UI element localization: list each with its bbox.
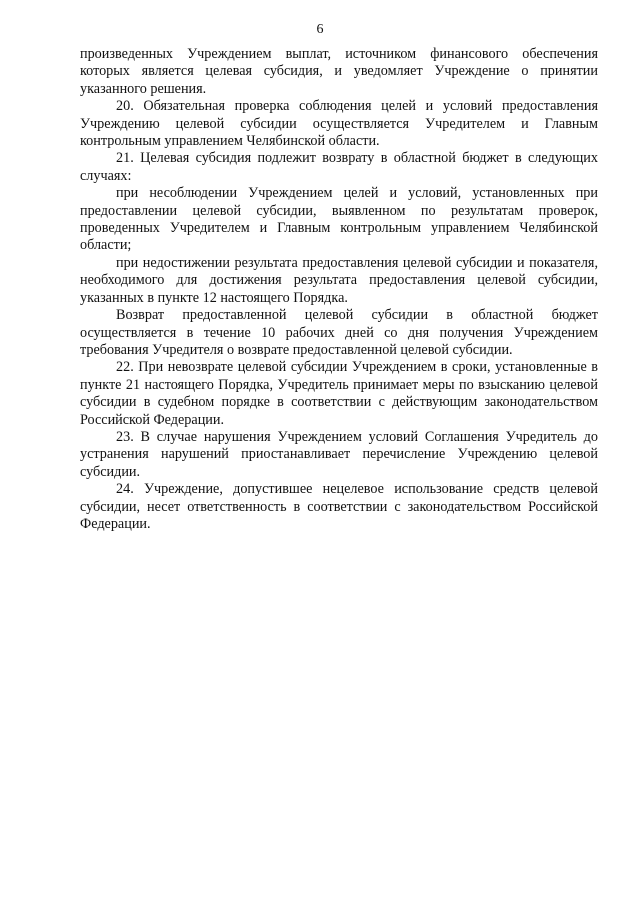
paragraph-item-24: 24. Учреждение, допустившее нецелевое использование средств целевой субсидии, несет ответственность в соответствии с законодательством Российской Федерации. bbox=[80, 481, 598, 532]
paragraph-case-2: при недостижении результата предоставления целевой субсидии и показателя, необходимого для достижения результата предоставления целевой субсидии, указанных в пункте 12 настоящего Порядка. bbox=[80, 254, 598, 306]
paragraph-case-1: при несоблюдении Учреждением целей и условий, установленных при предоставлении целевой субсидии, выявленном по результатам проверок, проведенных Учредителем и Главным контрольным управлением Челябинской области; bbox=[80, 185, 598, 254]
paragraph-continuation: произведенных Учреждением выплат, источником финансового обеспечения которых является целевая субсидия, и уведомляет Учреждение о принятии указанного решения. bbox=[80, 46, 598, 97]
paragraph-item-23: 23. В случае нарушения Учреждением условий Соглашения Учредитель до устранения нарушений приостанавливает перечисление Учреждению целевой субсидии. bbox=[80, 428, 598, 480]
document-body bbox=[80, 46, 598, 533]
paragraph-item-21: 21. Целевая субсидия подлежит возврату в областной бюджет в следующих случаях: bbox=[80, 150, 598, 184]
paragraph-item-20: 20. Обязательная проверка соблюдения целей и условий предоставления Учреждению целевой субсидии осуществляется Учредителем и Главным контрольным управлением Челябинской области. bbox=[80, 98, 598, 150]
paragraph-item-22: 22. При невозврате целевой субсидии Учреждением в сроки, установленные в пункте 21 настоящего Порядка, Учредитель принимает меры по взысканию целевой субсидии в судебном порядке в соответствии с действующим законодательством Российской Федерации. bbox=[80, 359, 598, 428]
page-number: 6 bbox=[316, 22, 324, 37]
paragraph-return-terms: Возврат предоставленной целевой субсидии в областной бюджет осуществляется в течение 10 рабочих дней со дня получения Учреждением требования Учредителя о возврате предоставленной целевой субсидии. bbox=[80, 307, 598, 358]
